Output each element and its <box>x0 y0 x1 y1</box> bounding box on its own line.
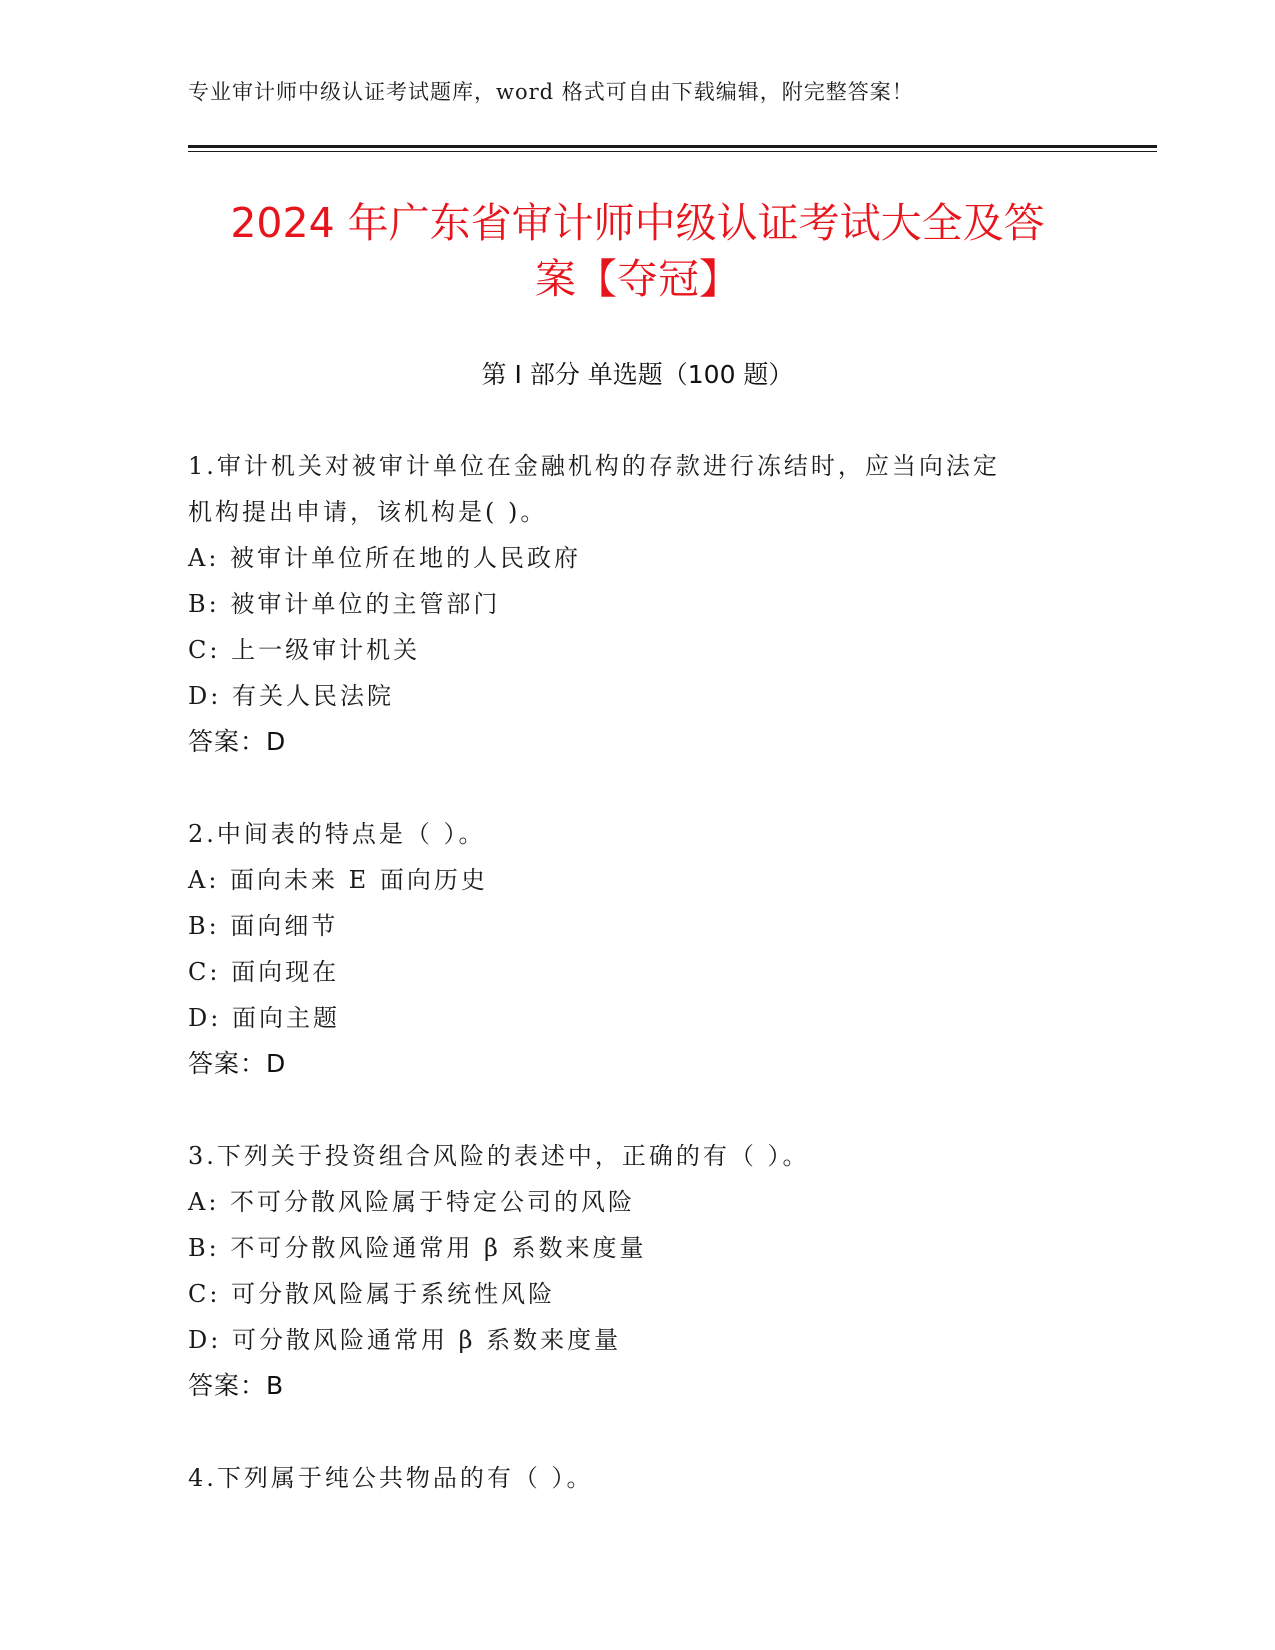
answer: 答案：B <box>188 1371 285 1400</box>
option-c: C: 可分散风险属于系统性风险 <box>188 1280 556 1308</box>
option-a: A: 面向未来 E 面向历史 <box>188 866 488 894</box>
answer: 答案：D <box>188 1049 287 1078</box>
question-stem: 4.下列属于纯公共物品的有（ ）。 <box>188 1464 594 1492</box>
question-4 <box>188 1455 1088 1501</box>
option-c: C: 上一级审计机关 <box>188 636 421 664</box>
header-rule-thick <box>188 145 1157 148</box>
question-list <box>188 443 1088 1547</box>
question-stem: 3.下列关于投资组合风险的表述中，正确的有（ ）。 <box>188 1142 810 1170</box>
question-stem: 机构提出申请，该机构是( )。 <box>188 498 548 526</box>
header-note: 专业审计师中级认证考试题库，word 格式可自由下载编辑，附完整答案！ <box>188 80 914 104</box>
question-stem: 1.审计机关对被审计单位在金融机构的存款进行冻结时，应当向法定 <box>188 452 1000 480</box>
option-a: A: 被审计单位所在地的人民政府 <box>188 544 582 572</box>
option-b: B: 被审计单位的主管部门 <box>188 590 501 618</box>
option-d: D: 面向主题 <box>188 1004 340 1032</box>
question-3 <box>188 1133 1088 1409</box>
section-title: 第 I 部分 单选题（100 题） <box>481 360 794 389</box>
option-b: B: 面向细节 <box>188 912 339 940</box>
option-a: A: 不可分散风险属于特定公司的风险 <box>188 1188 636 1216</box>
document-title <box>130 195 1145 307</box>
question-stem: 2.中间表的特点是（ ）。 <box>188 820 486 848</box>
document-title-line-2: 案【夺冠】 <box>535 255 740 303</box>
answer: 答案：D <box>188 727 287 756</box>
question-2 <box>188 811 1088 1087</box>
header-rule-thin <box>188 151 1157 152</box>
option-d: D: 有关人民法院 <box>188 682 394 710</box>
document-title-line-1: 2024 年广东省审计师中级认证考试大全及答 <box>230 199 1045 247</box>
option-d: D: 可分散风险通常用 β 系数来度量 <box>188 1326 622 1354</box>
question-1 <box>188 443 1088 765</box>
option-c: C: 面向现在 <box>188 958 340 986</box>
option-b: B: 不可分散风险通常用 β 系数来度量 <box>188 1234 647 1262</box>
